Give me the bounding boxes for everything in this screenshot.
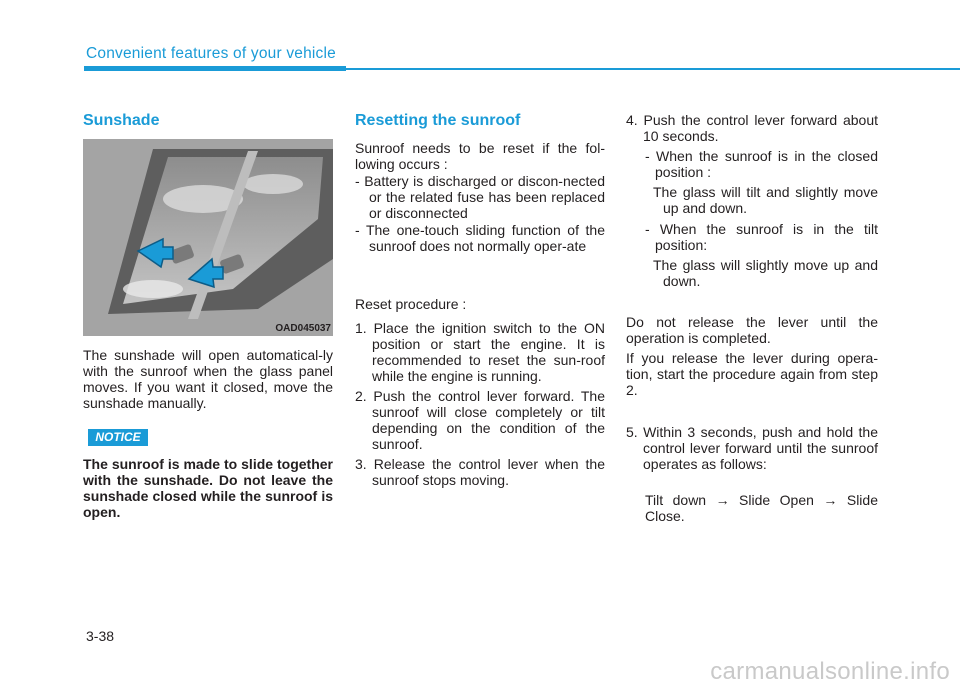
sunshade-paragraph: The sunshade will open automatical-ly with the sunroof when the glass panel moves. If you want it closed, move the sunshade manually. <box>83 347 333 411</box>
reset-step-4: 4. Push the control lever forward about 10 seconds. <box>626 112 878 144</box>
reset-step-5: 5. Within 3 seconds, push and hold the control lever forward until the sunroof operates as follows: <box>626 424 878 472</box>
reset-step-1: 1. Place the ignition switch to the ON position or start the engine. It is recommended to reset the sun-roof while the engine is running. <box>355 320 605 384</box>
step4-tilt-label: - When the sunroof is in the tilt position: <box>645 221 878 253</box>
notice-badge: NOTICE <box>88 429 148 446</box>
step4-closed-label: - When the sunroof is in the closed position : <box>645 148 878 180</box>
step4-closed-text: The glass will tilt and slightly move up and down. <box>653 184 878 216</box>
reset-title: Resetting the sunroof <box>355 112 521 129</box>
sunshade-title: Sunshade <box>83 112 160 129</box>
operation-sequence: Tilt down → Slide Open → Slide Close. <box>645 492 878 524</box>
header-rule-thin <box>346 68 960 70</box>
reset-condition-2: - The one-touch sliding function of the sunroof does not normally oper-ate <box>355 222 605 254</box>
caution-text: Do not release the lever until the operation is completed. <box>626 314 878 346</box>
notice-text: The sunroof is made to slide together with the sunshade. Do not leave the sunshade closed while the sunroof is open. <box>83 456 333 520</box>
sunroof-photo <box>83 139 333 336</box>
header-rule <box>84 66 346 71</box>
reset-condition-1: - Battery is discharged or discon-nected or the related fuse has been replaced or disconnected <box>355 173 605 221</box>
watermark: carmanualsonline.info <box>710 658 950 685</box>
image-caption: OAD045037 <box>275 323 331 334</box>
section-header-title: Convenient features of your vehicle <box>86 45 336 62</box>
reset-procedure-label: Reset procedure : <box>355 296 467 312</box>
restart-text: If you release the lever during opera-tion, start the procedure again from step 2. <box>626 350 878 398</box>
reset-step-2: 2. Push the control lever forward. The sunroof will close completely or tilt depending on the condition of the sunroof. <box>355 388 605 452</box>
reset-intro: Sunroof needs to be reset if the fol-lowing occurs : <box>355 140 605 172</box>
sunroof-illustration <box>83 139 333 336</box>
step4-tilt-text: The glass will slightly move up and down. <box>653 257 878 289</box>
page-number: 3-38 <box>86 628 115 644</box>
reset-step-3: 3. Release the control lever when the sunroof stops moving. <box>355 456 605 488</box>
